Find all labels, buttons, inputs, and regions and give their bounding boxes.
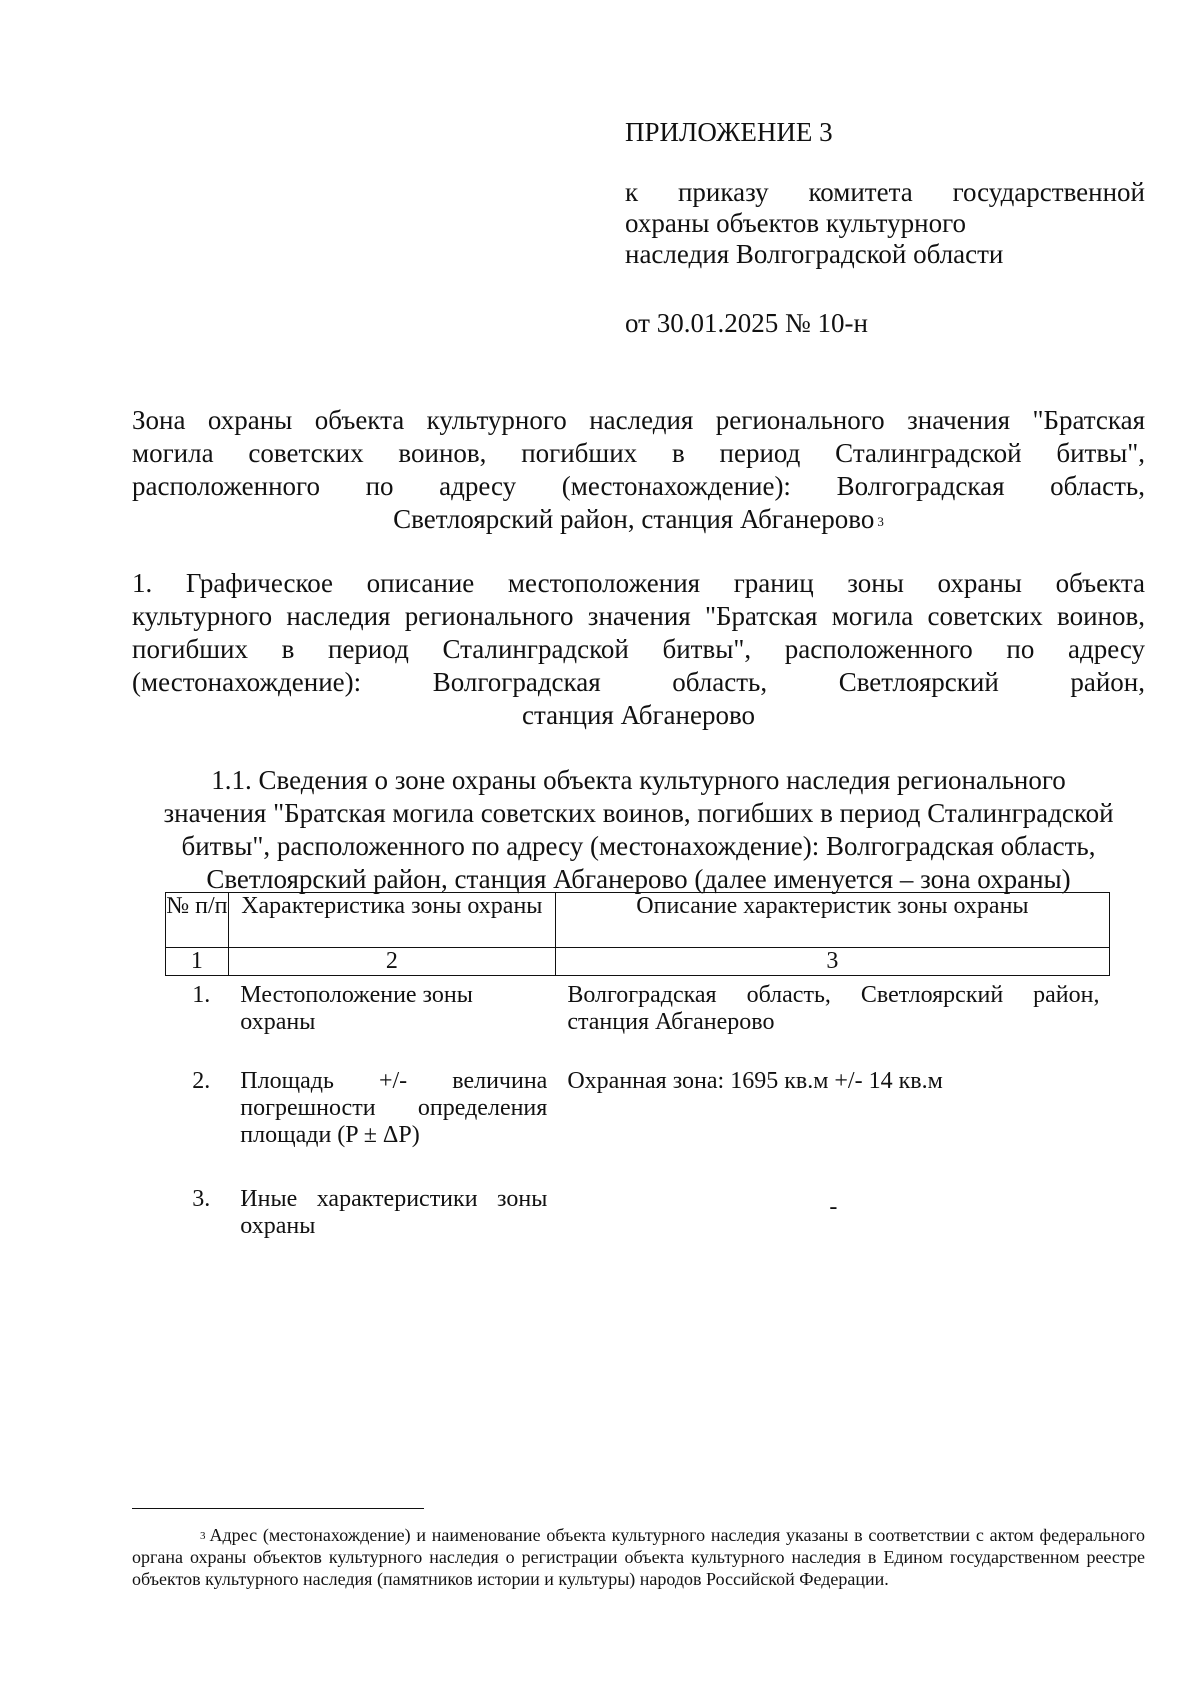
row-number: 2.	[192, 1068, 211, 1094]
title-line-4-wrap	[132, 503, 1145, 536]
column-number-1: 1	[166, 948, 229, 976]
table-row	[166, 1180, 1110, 1254]
title-line-4: Светлоярский район, станция Абганерово	[393, 504, 875, 534]
table-row	[166, 1062, 1110, 1180]
appendix-title: ПРИЛОЖЕНИЕ 3	[625, 117, 833, 147]
protection-zone-table	[165, 892, 1110, 1254]
subsection-line-3: битвы", расположенного по адресу (местонахождение): Волгоградская область,	[181, 831, 1096, 861]
title-footnote-mark[interactable]: 3	[877, 514, 884, 529]
table-row	[166, 976, 1110, 1063]
section-1-line-3: погибших в период Сталинградской битвы", расположенного по адресу	[132, 634, 1145, 664]
appendix-reference	[625, 177, 1145, 270]
column-number-2: 2	[228, 948, 555, 976]
section-1-line-4: (местонахождение): Волгоградская область, Светлоярский район,	[132, 667, 1145, 697]
row-number: 3.	[192, 1186, 211, 1212]
appendix-line-2: охраны объектов культурного	[625, 208, 966, 238]
title-line-3: расположенного по адресу (местонахождение): Волгоградская область,	[132, 471, 1145, 501]
row-description: -	[829, 1194, 838, 1220]
footnote-separator	[132, 1508, 424, 1509]
subsection-line-1: 1.1. Сведения о зоне охраны объекта культурного наследия регионального	[211, 765, 1066, 795]
section-1-line-1: 1. Графическое описание местоположения границ зоны охраны объекта	[132, 568, 1145, 598]
title-line-1: Зона охраны объекта культурного наследия регионального значения "Братская	[132, 405, 1145, 435]
column-number-3: 3	[555, 948, 1109, 976]
appendix-date: от 30.01.2025 № 10-н	[625, 308, 868, 338]
section-1-heading	[132, 567, 1145, 732]
row-characteristic: Иные характеристики зоны охраны	[240, 1186, 548, 1239]
appendix-line-1: к приказу комитета государственной	[625, 177, 1145, 207]
row-description: Волгоградская область, Светлоярский район, станция Абганерово	[567, 982, 1100, 1035]
header-characteristic: Характеристика зоны охраны	[228, 893, 555, 948]
footnote	[132, 1524, 1145, 1590]
row-description: Охранная зона: 1695 кв.м +/- 14 кв.м	[567, 1068, 943, 1094]
title-line-2: могила советских воинов, погибших в период Сталинградской битвы",	[132, 438, 1145, 468]
footnote-mark: 3	[200, 1530, 206, 1542]
section-1-line-5: станция Абганерово	[521, 700, 756, 730]
row-characteristic: Площадь +/- величина погрешности определения площади (P ± ΔP)	[240, 1068, 548, 1148]
subsection-line-4: Светлоярский район, станция Абганерово (далее именуется – зона охраны)	[206, 864, 1071, 894]
appendix-line-3: наследия Волгоградской области	[625, 239, 1004, 269]
header-description: Описание характеристик зоны охраны	[555, 893, 1109, 948]
row-characteristic: Местоположение зоны охраны	[240, 982, 473, 1035]
row-number: 1.	[192, 982, 211, 1008]
subsection-line-2: значения "Братская могила советских воинов, погибших в период Сталинградской	[163, 798, 1114, 828]
table-header-row	[166, 893, 1110, 948]
footnote-text: Адрес (местонахождение) и наименование объекта культурного наследия указаны в соответствии с актом федерального органа охраны объектов культурного наследия о регистрации объекта культурного наследия в Едином государственном реестре объектов культурного наследия (памятников истории и культуры) народов Российской Федерации.	[132, 1525, 1145, 1589]
header-number: № п/п	[166, 893, 229, 948]
document-title	[132, 404, 1145, 536]
table-column-numbers-row	[166, 948, 1110, 976]
section-1-line-2: культурного наследия регионального значения "Братская могила советских воинов,	[132, 601, 1145, 631]
subsection-1-1-heading	[132, 764, 1145, 896]
